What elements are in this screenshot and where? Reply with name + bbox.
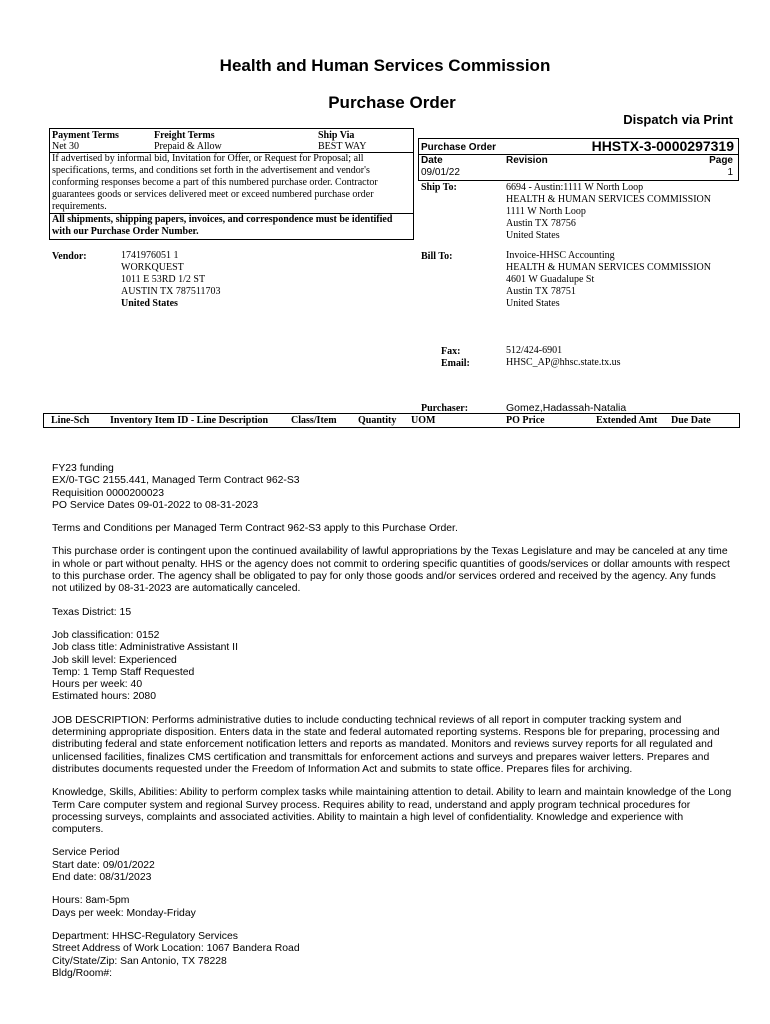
email-label: Email: [441,358,470,369]
text-line: Days per week: Monday-Friday [52,907,196,919]
po-label: Purchase Order [421,142,497,153]
fax-label: Fax: [441,346,461,357]
column-line-sch: Line-Sch [51,415,90,426]
text-line: Start date: 09/01/2022 [52,859,155,871]
hours-block [52,895,732,920]
text-line: City/State/Zip: San Antonio, TX 78228 [52,955,227,967]
text-line: Hours: 8am-5pm [52,895,130,907]
ksa-paragraph: Knowledge, Skills, Abilities: Ability to perform complex tasks while maintaining attention to detail. Ability to learn and maintain knowledge of the Long Term Care computer system and regional Survey process. Requires ability to read, understand and apply program technical procedures for processing surveys, complaints and associated activities. Ability to maintain a high level of confidentiality. Knowledge and experience with computers. [52,787,732,836]
payment-terms-value: Net 30 [52,141,79,152]
text-line: Street Address of Work Location: 1067 Bandera Road [52,943,300,955]
address-line: WORKQUEST [121,262,184,273]
column-due-date: Due Date [671,415,711,426]
text-line: Estimated hours: 2080 [52,691,156,703]
purchaser-label: Purchaser: [421,403,469,414]
ship-to-address [506,182,711,242]
text-line: Department: HHSC-Regulatory Services [52,930,238,942]
email-value: HHSC_AP@hhsc.state.tx.us [506,357,621,368]
date-value: 09/01/22 [421,167,460,178]
fax-value: 512/424-6901 [506,345,563,356]
column-quantity: Quantity [358,415,397,426]
revision-label: Revision [506,155,548,166]
terms-apply-paragraph: Terms and Conditions per Managed Term Contract 962-S3 apply to this Purchase Order. [52,523,458,535]
document-title: Purchase Order [328,93,456,112]
shipment-note: All shipments, shipping papers, invoices, and correspondence must be identified with our Purchase Order Number. [52,214,393,237]
po-number: HHSTX-3-0000297319 [591,138,734,154]
text-line: Job classification: 0152 [52,629,160,641]
address-line: HEALTH & HUMAN SERVICES COMMISSION [506,262,711,273]
terms-box [49,128,414,240]
page-label: Page [709,155,733,166]
address-line: United States [506,298,560,309]
ship-via-value: BEST WAY [318,141,367,152]
text-line: Temp: 1 Temp Staff Requested [52,666,195,678]
text-line: FY23 funding [52,463,114,474]
funding-block [52,463,732,512]
freight-terms-label: Freight Terms [154,130,215,141]
text-line: Job skill level: Experienced [52,654,177,666]
column-po-price: PO Price [506,415,545,426]
address-line: Austin TX 78751 [506,286,576,297]
text-line: Hours per week: 40 [52,679,143,691]
text-line: PO Service Dates 09-01-2022 to 08-31-2023 [52,499,259,511]
address-line: 4601 W Guadalupe St [506,274,595,285]
text-line: Bldg/Room#: [52,967,113,979]
vendor-country: United States [121,298,178,309]
address-line: 1011 E 53RD 1/2 ST [121,274,206,285]
column-extended-amt: Extended Amt [596,415,658,426]
department-block [52,931,732,980]
job-description-paragraph: JOB DESCRIPTION: Performs administrative duties to include conducting technical reviews of all report in computer tracking system and determining appropriate disposition. Enters data in the state and federal automated reporting systems. Respons ble for preparing, processing and distributing federal and state enforcement notification letters and reports as mandated. Monitors and reviews survey reports for all regulated and unlicensed facilities, finalizes CMS certification and transmittals for enforcement actions and surveys and prepares waiver letters. Prepares and distributes documents requested under the Freedom of Information Act and submits to state office. Prepares files for archiving. [52,714,720,775]
address-line: 1111 W North Loop [506,206,586,217]
bill-to-address [506,250,711,310]
dispatch-method: Dispatch via Print [623,112,733,127]
line-items-header [43,413,740,428]
address-line: HEALTH & HUMAN SERVICES COMMISSION [506,194,711,205]
page-value: 1 [727,167,733,178]
service-period-block [52,847,732,884]
freight-terms-value: Prepaid & Allow [154,141,222,152]
vendor-address [121,250,220,310]
address-line: 1741976051 1 [121,250,179,261]
address-line: Invoice-HHSC Accounting [506,250,615,261]
address-line: AUSTIN TX 787511703 [121,286,221,297]
text-line: Job class title: Administrative Assistant II [52,642,238,654]
text-line: End date: 08/31/2023 [52,872,152,884]
purchaser-value: Gomez,Hadassah-Natalia [506,402,627,414]
contingency-paragraph: This purchase order is contingent upon the continued availability of lawful appropriations by the Texas Legislature and may be canceled at any time in whole or part without penalty. HHS or the agency does not commit to ordering specific quantities of goods/services or dollar amounts with respect to this purchase order. The agency shall be obligated to pay for only those goods and/or services ordered and received by the agency. Any funds not utilized by 08-31-2023 are automatically canceled. [52,546,730,595]
advertised-note: If advertised by informal bid, Invitation for Offer, or Request for Proposal; all specifications, terms, and conditions set forth in the advertisement and vendor's conforming responses become a part of this numbered purchase order. Contractor guarantees goods or services delivered meet or exceed numbered purchase order requirements. [52,153,378,212]
vendor-label: Vendor: [52,251,87,262]
address-line: United States [506,230,560,241]
text-line: EX/0-TGC 2155.441, Managed Term Contract 962-S3 [52,475,300,487]
district-paragraph: Texas District: 15 [52,606,132,618]
job-block [52,630,732,704]
ship-via-label: Ship Via [318,130,355,141]
date-label: Date [421,155,443,166]
column-class-item: Class/Item [291,415,337,426]
text-line: Service Period [52,847,120,859]
text-line: Requisition 0000200023 [52,487,165,499]
column-uom: UOM [411,415,436,426]
address-line: 6694 - Austin:1111 W North Loop [506,182,644,193]
bill-to-label: Bill To: [421,251,453,262]
line-description [52,463,732,991]
ship-to-label: Ship To: [421,182,457,193]
address-line: Austin TX 78756 [506,218,576,229]
column-item-description: Inventory Item ID - Line Description [110,415,269,426]
payment-terms-label: Payment Terms [52,130,119,141]
org-title: Health and Human Services Commission [219,56,551,75]
po-box [418,138,739,181]
